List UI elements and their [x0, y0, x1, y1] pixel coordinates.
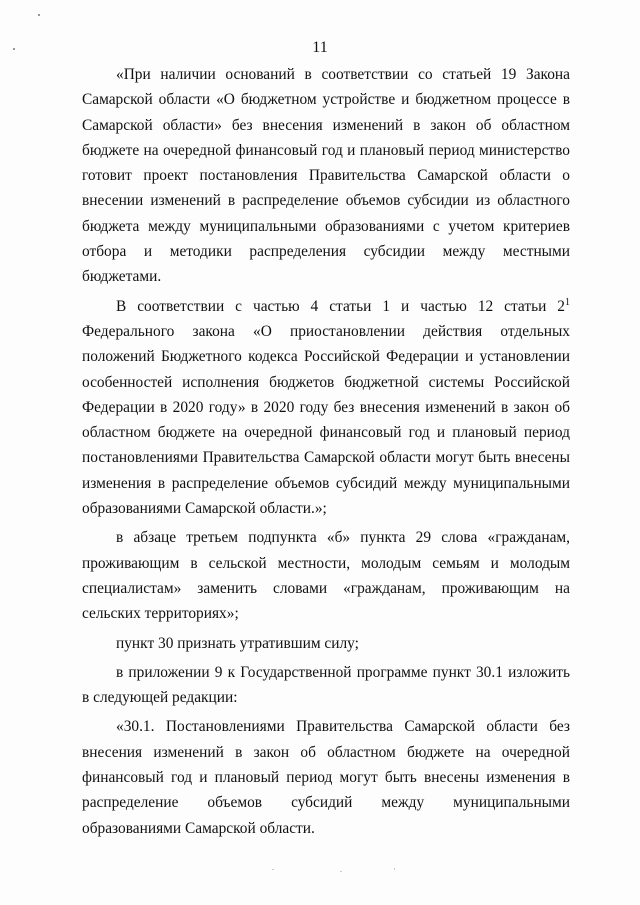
paragraph-text: В соответствии с частью 4 статьи 1 и частью 12 статьи 2	[116, 297, 565, 315]
scan-speck	[272, 869, 274, 870]
paragraph: «При наличии оснований в соответствии со статьей 19 Закона Самарской области «О бюджетном устройстве и бюджетном процессе в Самарской области» без внесения изменений в закон об областном бюджете на очередной финансовый год и плановый период министерство готовит проект постановления Правительства Самарской области о внесении изменений в распределение объемов субсидии из областного бюджета между муниципальными образованиями с учетом критериев отбора и методики распределения субсидии между местными бюджетами.	[82, 66, 570, 286]
document-body	[82, 62, 570, 845]
paragraph-text: Федерального закона «О приостановлении действия отдельных положений Бюджетного кодекса Российской Федерации и установлении особенностей исполнения бюджетов бюджетной системы Российской Федерации в 2020 году» в 2020 году без внесения изменений в закон об областном бюджете на очередной финансовый год и плановый период постановлениями Правительства Самарской области могут быть внесены изменения в распределение объемов субсидий между муниципальными образованиями Самарской области.»;	[82, 322, 570, 518]
paragraph: пункт 30 признать утратившим силу;	[116, 634, 359, 652]
page-number: 11	[312, 39, 328, 56]
scan-speck	[38, 14, 40, 16]
paragraph	[82, 294, 570, 522]
paragraph: «30.1. Постановлениями Правительства Самарской области без внесения изменений в закон об областном бюджете на очередной финансовый год и плановый период могут быть внесены изменения в распределение объемов субсидий между муниципальными образованиями Самарской области.	[82, 718, 570, 837]
scan-speck	[394, 868, 395, 870]
superscript: 1	[565, 296, 570, 308]
paragraph: в приложении 9 к Государственной программе пункт 30.1 изложить в следующей редакции:	[82, 663, 570, 707]
scan-speck	[340, 871, 342, 872]
paragraph: в абзаце третьем подпункта «б» пункта 29 слова «гражданам, проживающим в сельской местности, молодым семьям и молодым специалистам» заменить словами «гражданам, проживающим на сельских территориях»;	[82, 529, 570, 623]
